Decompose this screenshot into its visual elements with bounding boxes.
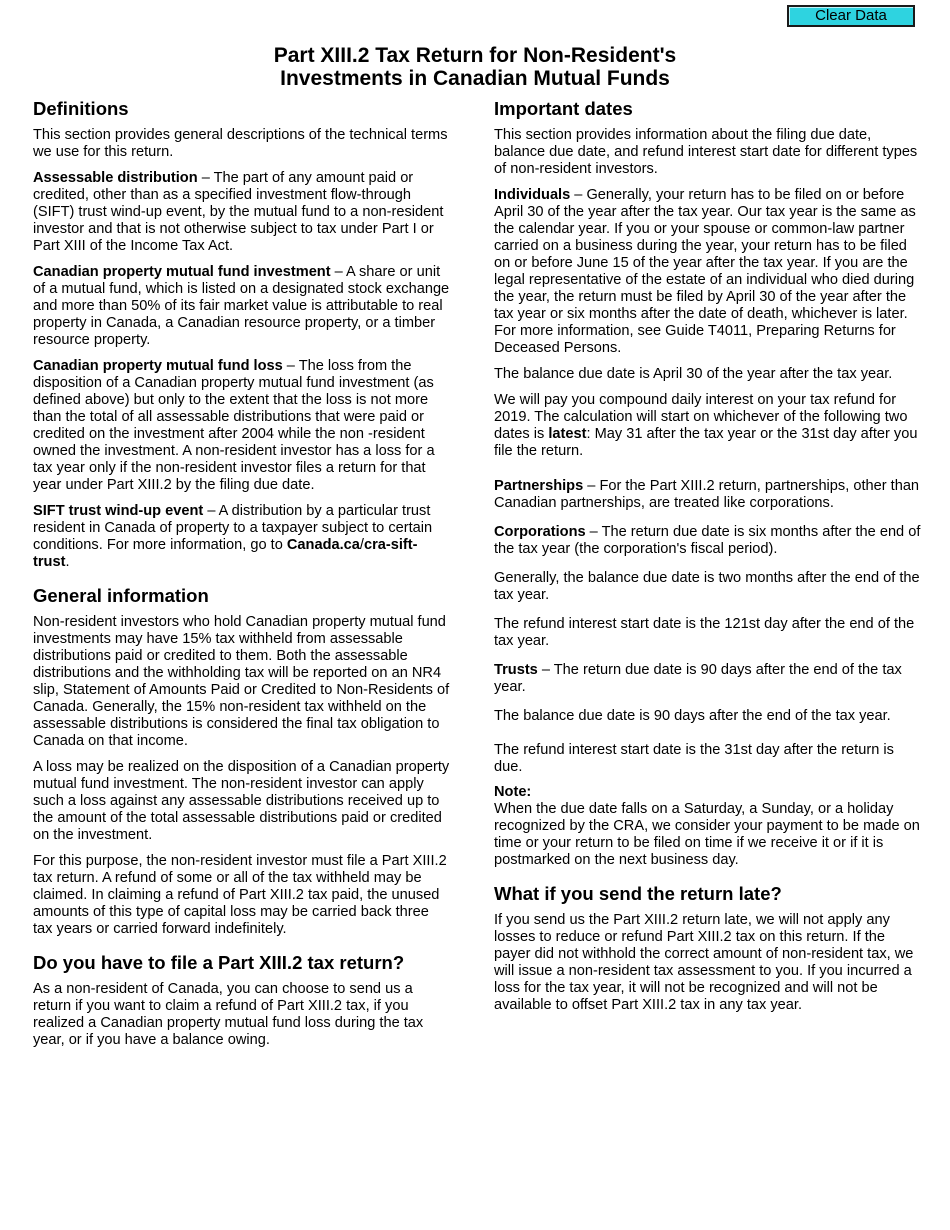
term: Individuals <box>494 187 571 203</box>
title-line-2: Investments in Canadian Mutual Funds <box>280 67 670 90</box>
refund-interest-paragraph <box>494 392 924 460</box>
right-column <box>494 98 924 1023</box>
term: Trusts <box>494 662 538 678</box>
file-return-heading: Do you have to file a Part XIII.2 tax return? <box>33 952 405 973</box>
corporations-balance-due: Generally, the balance due date is two months after the end of the tax year. <box>494 570 920 603</box>
title-line-1: Part XIII.2 Tax Return for Non-Resident's <box>273 44 677 67</box>
general-paragraph-3: For this purpose, the non-resident investor must file a Part XIII.2 tax return. A refund of some or all of the tax withheld may be claimed. In claiming a refund of Part XIII.2 tax paid, the unused amounts of this type of capital loss may be carried back three tax years or carried forward indefinitely. <box>33 853 447 937</box>
sift-definition <box>33 503 451 571</box>
term: Corporations <box>494 524 586 540</box>
cpmf-loss-definition <box>33 358 451 494</box>
trusts-paragraph <box>494 662 924 696</box>
definition-text: – A distribution by a particular trust resident in Canada of property to a taxpayer subject to certain conditions. For more information, go to <box>33 503 433 553</box>
definition-text: – The return due date is 90 days after the end of the tax year. <box>494 662 902 695</box>
general-paragraph-2: A loss may be realized on the disposition of a Canadian property mutual fund investment. The non-resident investor can apply such a loss against any assessable distributions received up to the amount of the total assessable distributions paid or credited on the investment. <box>33 759 450 843</box>
term: Canadian property mutual fund loss <box>33 358 283 374</box>
general-paragraph-1: Non-resident investors who hold Canadian property mutual fund investments may have 15% tax withheld from assessable distributions paid or credited to them. Both the assessable distributions and the withholding tax will be reported on an NR4 slip, Statement of Amounts Paid or Credited to Non-Residents of Canada. Generally, the 15% non-resident tax withheld on the assessable distributions is considered the final tax obligation to Canada on that income. <box>33 614 450 749</box>
term: Assessable distribution <box>33 170 198 186</box>
note-paragraph <box>494 784 924 869</box>
important-dates-heading: Important dates <box>494 98 633 119</box>
definition-text: – A share or unit of a mutual fund, which is listed on a designated stock exchange and more than 50% of its fair market value is attributable to real property in Canada, a Canadian resource property, or a timber resource property. <box>33 264 450 348</box>
interest-text-b: : May 31 after the tax year or the 31st day after you file the return. <box>494 426 918 459</box>
term: SIFT trust wind-up event <box>33 503 204 519</box>
term: Partnerships <box>494 478 584 494</box>
trusts-balance-due: The balance due date is 90 days after the end of the tax year. <box>494 708 891 724</box>
left-column <box>33 98 451 1058</box>
interest-text-a: We will pay you compound daily interest on your tax refund for 2019. The calculation will start on whichever of the following two dates is <box>494 392 908 442</box>
definition-text: – Generally, your return has to be filed on or before April 30 of the year after the tax year. Our tax year is the same as the calendar year. If you or your spouse or common-law partner carried on a business during the year, your return has to be filed on or before June 15 of the year after the tax year. If you are the legal representative of the estate of an individual who died during the year, the return must be filed by April 30 of the year after the tax year or six months after the date of death, whichever is later. For more information, see Guide T4011, Preparing Returns for Deceased Persons. <box>494 187 916 356</box>
definition-text: – For the Part XIII.2 return, partnerships, other than Canadian partnerships, are treated like corporations. <box>494 478 920 511</box>
assessable-distribution-definition <box>33 170 451 255</box>
individuals-paragraph <box>494 187 924 357</box>
term: Canadian property mutual fund investment <box>33 264 331 280</box>
sift-link-domain[interactable]: Canada.ca <box>286 537 360 553</box>
definition-text: – The loss from the disposition of a Canadian property mutual fund investment (as defined above) but only to the extent that the loss is not more than the total of all assessable distributions that were paid or credited on the investment after 2004 while the non -resident owned the investment. A non-resident investor has a loss for a tax year only if the non-resident investor files a return for that year under Part XIII.2 by the filing due date. <box>33 358 435 493</box>
dates-intro: This section provides information about the filing due date, balance due date, and refund interest start date for different types of non-resident investors. <box>494 127 918 177</box>
sift-link-path[interactable]: cra-sift-trust <box>33 537 418 570</box>
definition-text: – The return due date is six months after the end of the tax year (the corporation's fiscal period). <box>494 524 921 557</box>
general-information-heading: General information <box>33 585 209 606</box>
note-label: Note: <box>494 784 532 800</box>
late-return-heading: What if you send the return late? <box>494 883 782 904</box>
interest-latest: latest <box>548 426 587 442</box>
clear-data-button[interactable]: Clear Data <box>787 5 915 27</box>
partnerships-paragraph <box>494 478 924 512</box>
individual-balance-due: The balance due date is April 30 of the year after the tax year. <box>494 366 893 382</box>
note-text: When the due date falls on a Saturday, a Sunday, or a holiday recognized by the CRA, we consider your payment to be made on time or your return to be filed on time if we receive it or if it is postmarked on the next business day. <box>494 801 920 868</box>
cpmf-investment-definition <box>33 264 451 349</box>
trusts-refund-start: The refund interest start date is the 31st day after the return is due. <box>494 742 894 775</box>
sift-end: . <box>65 554 70 570</box>
file-return-paragraph: As a non-resident of Canada, you can choose to send us a return if you want to claim a refund of Part XIII.2 tax, if you realized a Canadian property mutual fund loss during the tax year, or if you have a balance owing. <box>33 981 424 1048</box>
sift-link-slash: / <box>359 537 364 553</box>
corporations-paragraph <box>494 524 924 558</box>
page-title <box>0 44 950 90</box>
definitions-heading: Definitions <box>33 98 129 119</box>
corporations-refund-start: The refund interest start date is the 121st day after the end of the tax year. <box>494 616 915 649</box>
late-return-paragraph: If you send us the Part XIII.2 return late, we will not apply any losses to reduce or refund Part XIII.2 tax on this return. If the payer did not withhold the correct amount of non-resident tax, we will issue a non-resident tax assessment to you. If you incurred a loss for the tax year, it will not be recognized and will not be available to offset Part XIII.2 tax in any tax year. <box>494 912 914 1013</box>
definitions-intro: This section provides general descriptions of the technical terms we use for this return. <box>33 127 448 160</box>
definition-text: – The part of any amount paid or credited, other than as a specified investment flow-through (SIFT) trust wind-up event, by the mutual fund to a non-resident investor and that is not otherwise subject to tax under Part I or Part XIII of the Income Tax Act. <box>33 170 444 254</box>
